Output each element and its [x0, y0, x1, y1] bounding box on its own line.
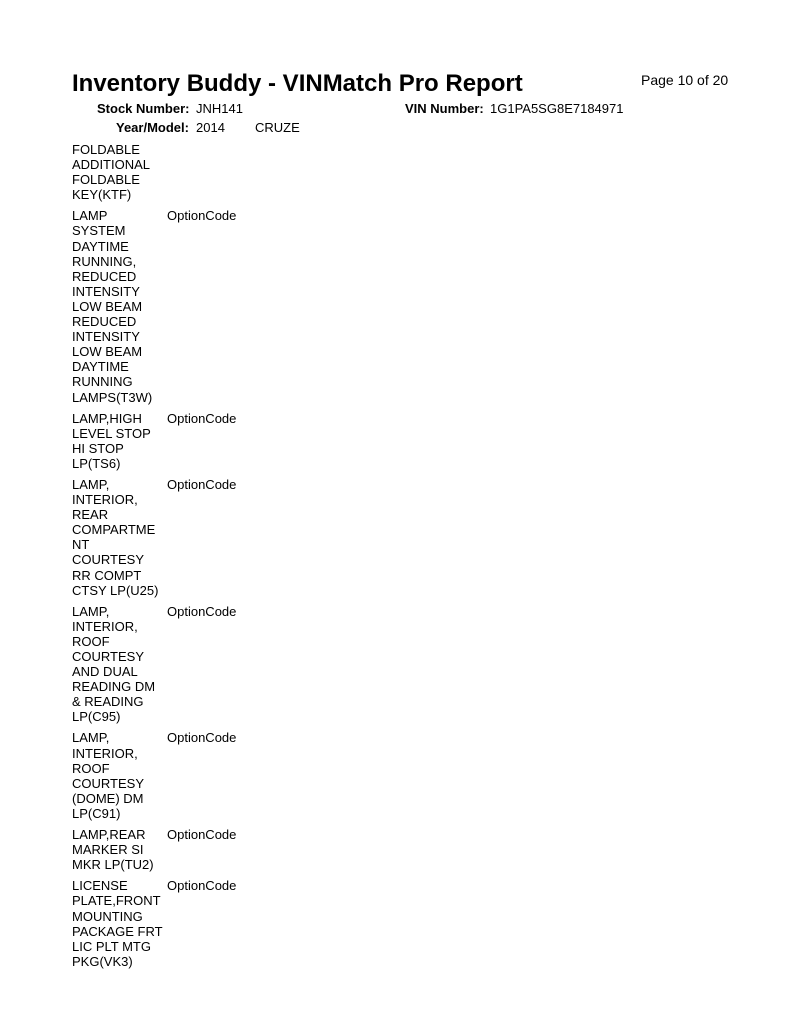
option-description-line: COURTESY	[72, 775, 144, 791]
option-row	[72, 208, 372, 404]
option-description-line: INTERIOR,	[72, 618, 138, 634]
option-description-line: LEVEL STOP	[72, 425, 151, 441]
option-description-line: COMPARTME	[72, 522, 156, 538]
option-description-line: DAYTIME	[72, 359, 129, 375]
stock-number-label: Stock Number:	[97, 101, 190, 116]
option-description-line: CTSY LP(U25)	[72, 582, 159, 598]
report-title: Inventory Buddy - VINMatch Pro Report	[72, 70, 523, 97]
option-row	[72, 827, 372, 872]
option-description-line: MOUNTING	[72, 908, 143, 924]
option-description-line: ROOF	[72, 760, 110, 776]
option-description-line: REDUCED	[72, 268, 137, 284]
option-description	[72, 827, 167, 872]
vin-number-label: VIN Number:	[405, 101, 484, 116]
option-row	[72, 411, 372, 471]
option-description-line: LOW BEAM	[72, 298, 143, 314]
option-description-line: READING DM	[72, 679, 156, 695]
option-description-line: RR COMPT	[72, 567, 142, 583]
option-description-line: INTENSITY	[72, 283, 140, 299]
option-row	[72, 604, 372, 725]
option-description	[72, 208, 167, 404]
option-description-line: LAMP,	[72, 476, 110, 492]
option-description	[72, 604, 167, 725]
option-description-line: NT	[72, 537, 90, 553]
option-description-line: PKG(VK3)	[72, 953, 133, 969]
option-type: OptionCode	[167, 208, 237, 224]
option-description-line: MARKER SI	[72, 842, 144, 858]
option-description-line: LP(C95)	[72, 709, 121, 725]
option-row	[72, 477, 372, 598]
option-description	[72, 142, 167, 202]
option-description-line: LICENSE	[72, 878, 128, 894]
option-type: OptionCode	[167, 410, 237, 426]
option-description-line: REAR	[72, 507, 109, 523]
option-description-line: INTENSITY	[72, 329, 140, 345]
option-description-line: ADDITIONAL	[72, 157, 151, 173]
stock-number-value: JNH141	[196, 101, 243, 116]
option-description	[72, 477, 167, 598]
option-description-line: LAMP	[72, 208, 108, 224]
option-description-line: PLATE,FRONT	[72, 893, 161, 909]
option-description-line: INTERIOR,	[72, 745, 138, 761]
option-description-line: LP(C91)	[72, 805, 121, 821]
options-list	[72, 142, 372, 975]
option-description-line: LAMPS(T3W)	[72, 389, 153, 405]
option-type: OptionCode	[167, 476, 237, 492]
option-description-line: LAMP,	[72, 730, 110, 746]
option-description-line: SYSTEM	[72, 223, 126, 239]
page-number: Page 10 of 20	[641, 72, 729, 88]
option-type: OptionCode	[167, 827, 237, 843]
option-description-line: LOW BEAM	[72, 344, 143, 360]
option-type: OptionCode	[167, 730, 237, 746]
option-description-line: AND DUAL	[72, 664, 138, 680]
option-description-line: RUNNING,	[72, 253, 137, 269]
option-description-line: ROOF	[72, 633, 110, 649]
option-row	[72, 142, 372, 202]
option-description-line: & READING	[72, 694, 144, 710]
option-row	[72, 730, 372, 821]
year-value: 2014	[196, 120, 225, 135]
option-row	[72, 878, 372, 969]
option-type: OptionCode	[167, 603, 237, 619]
option-description-line: DAYTIME	[72, 238, 129, 254]
option-description-line: LAMP,REAR	[72, 827, 146, 843]
option-description-line: PACKAGE FRT	[72, 923, 163, 939]
model-value: CRUZE	[255, 120, 300, 135]
option-description-line: LP(TS6)	[72, 455, 121, 471]
option-description	[72, 730, 167, 821]
option-description-line: COURTESY	[72, 552, 144, 568]
vin-number-value: 1G1PA5SG8E7184971	[490, 101, 624, 116]
option-description-line: MKR LP(TU2)	[72, 857, 154, 873]
option-description-line: RUNNING	[72, 374, 133, 390]
option-description-line: INTERIOR,	[72, 492, 138, 508]
option-description-line: LAMP,	[72, 603, 110, 619]
option-description-line: LIC PLT MTG	[72, 938, 151, 954]
year-model-label: Year/Model:	[116, 120, 189, 135]
option-description-line: FOLDABLE	[72, 142, 140, 157]
option-description	[72, 411, 167, 471]
option-description	[72, 878, 167, 969]
option-description-line: FOLDABLE	[72, 172, 140, 188]
option-description-line: REDUCED	[72, 314, 137, 330]
option-description-line: KEY(KTF)	[72, 187, 132, 203]
option-description-line: COURTESY	[72, 649, 144, 664]
option-description-line: (DOME) DM	[72, 790, 144, 806]
option-description-line: HI STOP	[72, 440, 124, 456]
option-type: OptionCode	[167, 878, 237, 894]
option-description-line: LAMP,HIGH	[72, 410, 142, 426]
